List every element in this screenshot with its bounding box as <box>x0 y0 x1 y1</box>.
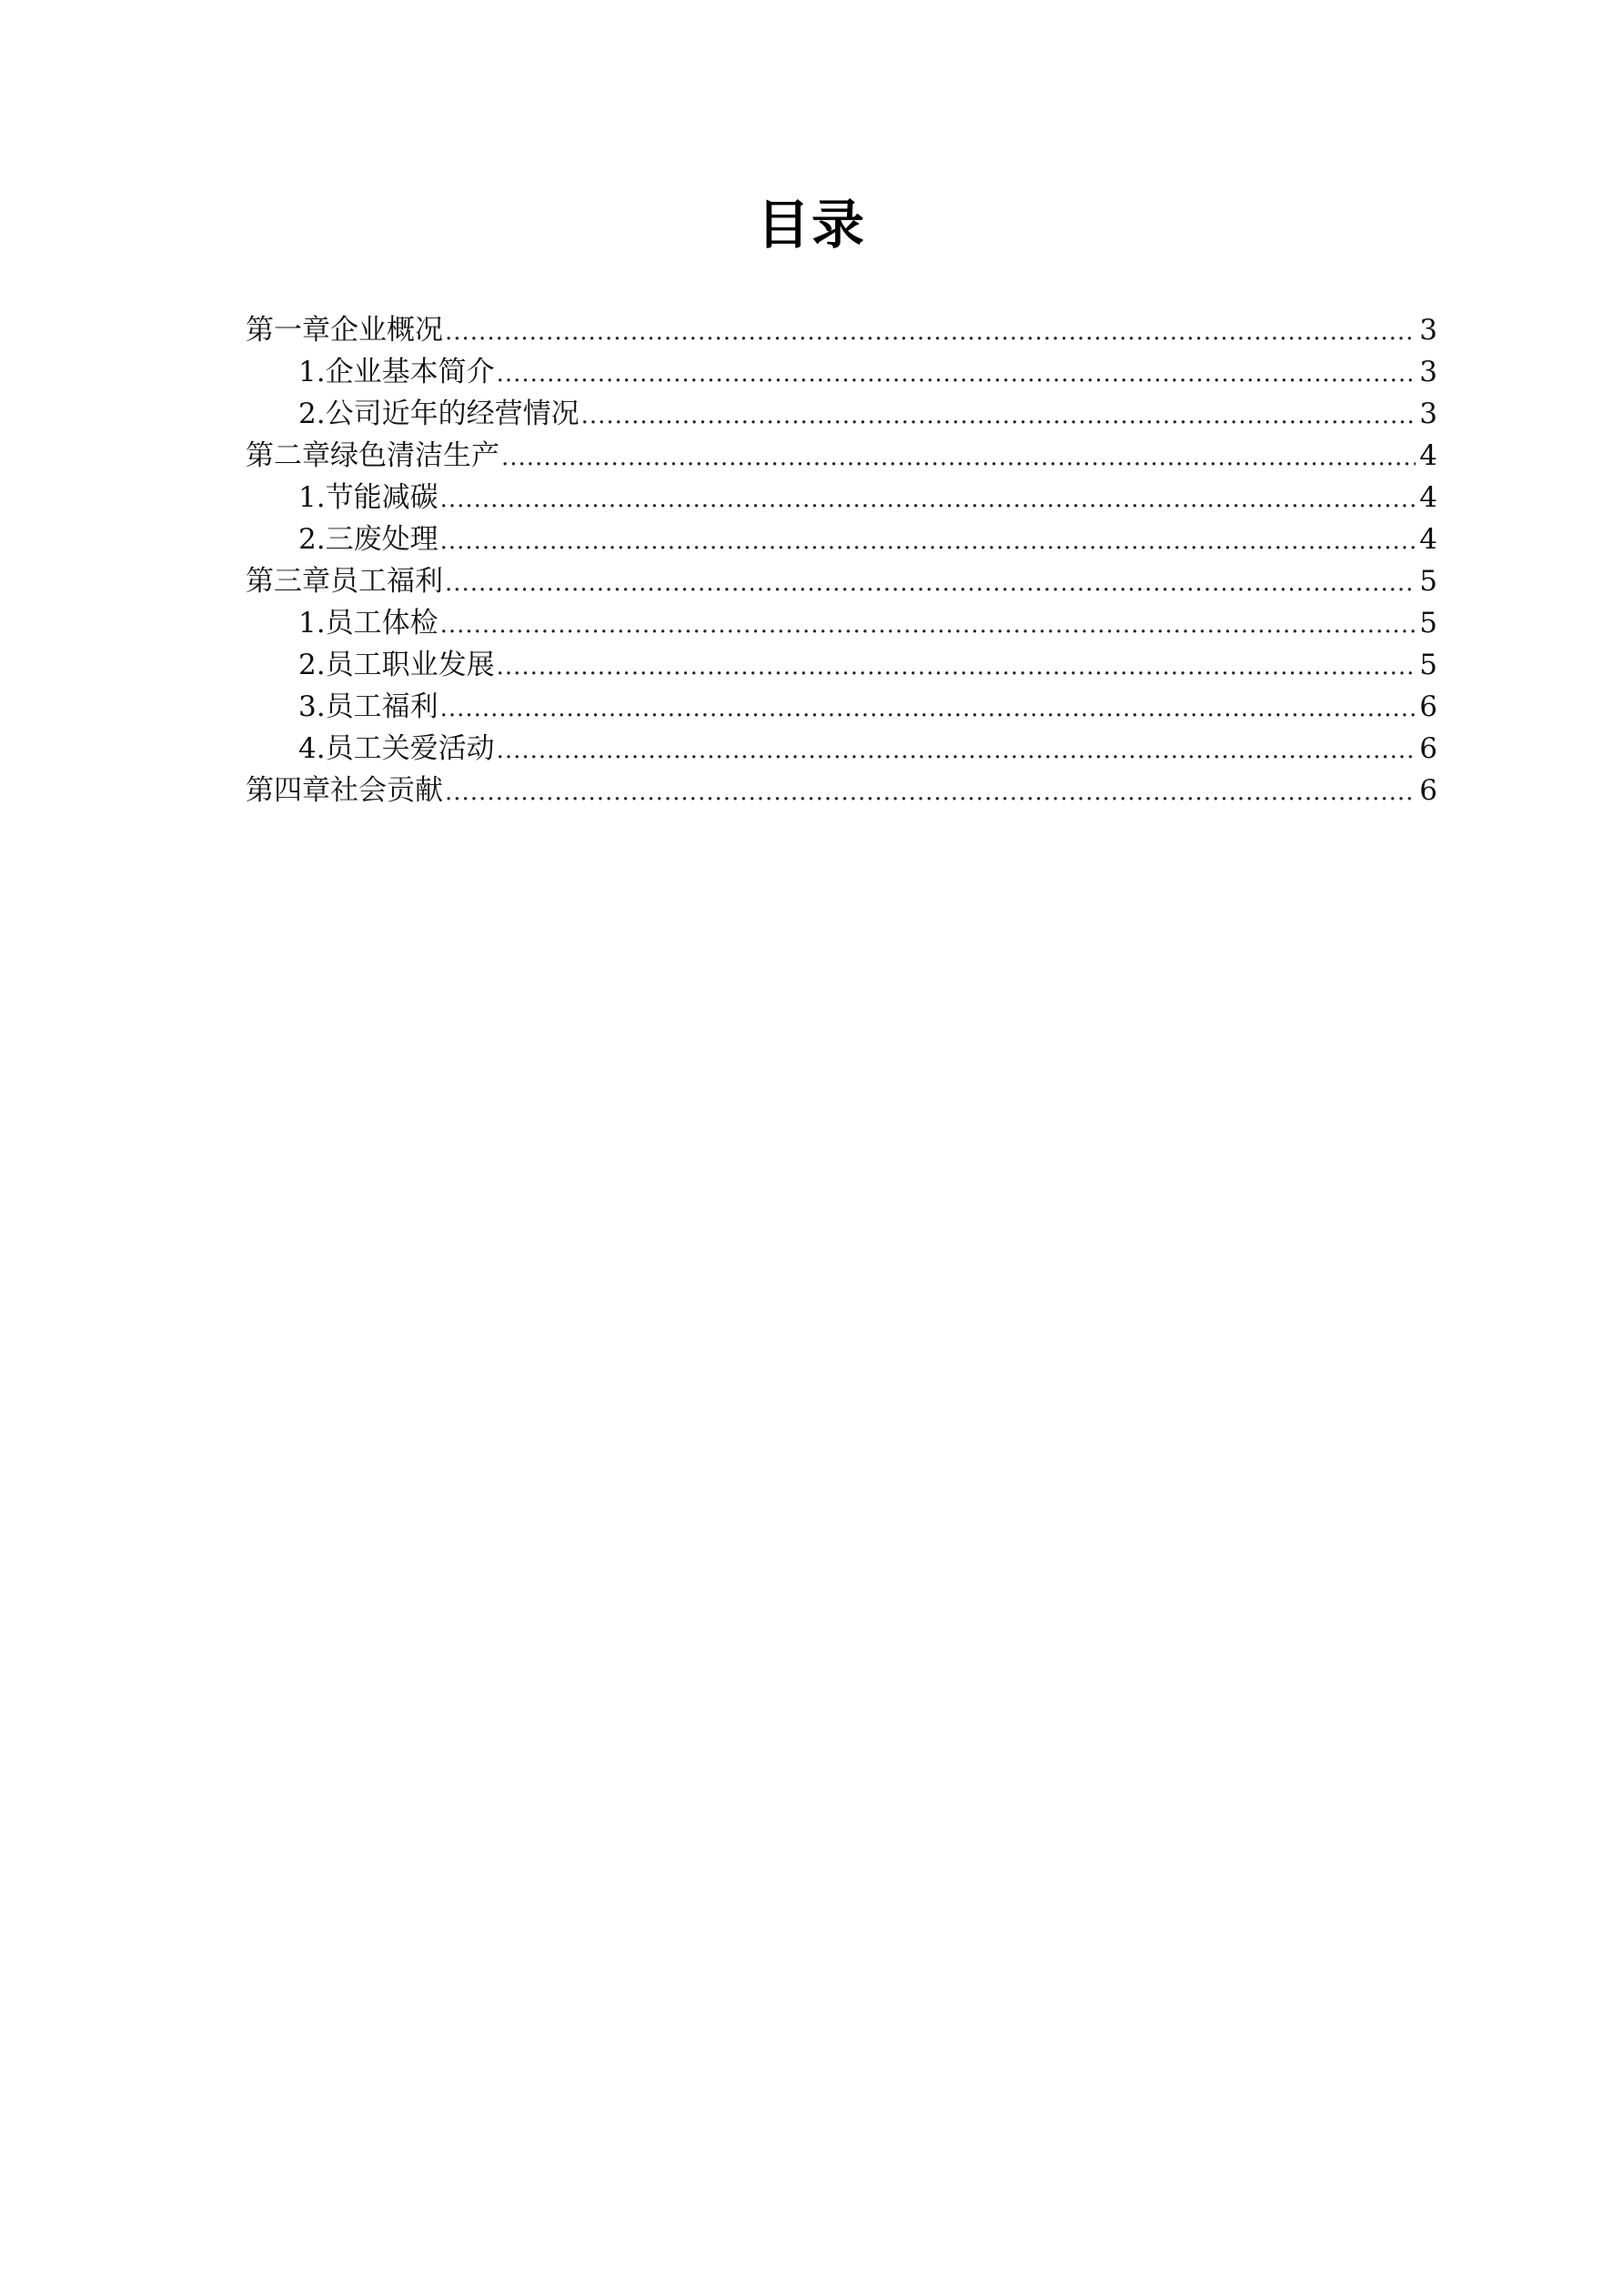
dot-leader <box>581 395 1416 437</box>
toc-entry-label: 1.企业基本简介 <box>298 356 495 388</box>
toc-page-number: 4 <box>1419 523 1437 556</box>
toc-entry-label: 4.员工关爱活动 <box>298 732 495 765</box>
dot-leader <box>497 353 1416 395</box>
toc-page-number: 6 <box>1419 690 1437 723</box>
toc-page-number: 4 <box>1419 481 1437 514</box>
toc-chapter-3[interactable] <box>246 560 1437 602</box>
toc-section-3-2[interactable] <box>246 644 1437 686</box>
toc-section-3-3[interactable] <box>246 686 1437 728</box>
toc-entry-label: 第四章社会贡献 <box>246 774 443 807</box>
toc-section-1-1[interactable] <box>246 351 1437 393</box>
dot-leader <box>497 646 1416 688</box>
toc-page-number: 5 <box>1419 607 1437 639</box>
toc-page-number: 5 <box>1419 565 1437 598</box>
dot-leader <box>445 562 1416 604</box>
toc-page-number: 6 <box>1419 732 1437 765</box>
toc-chapter-4[interactable] <box>246 770 1437 811</box>
toc-page-number: 6 <box>1419 774 1437 807</box>
toc-page-number: 5 <box>1419 649 1437 681</box>
dot-leader <box>440 478 1416 520</box>
toc-section-1-2[interactable] <box>246 393 1437 435</box>
toc-entry-label: 1.节能减碳 <box>298 481 439 514</box>
dot-leader <box>497 730 1416 771</box>
toc-entry-label: 1.员工体检 <box>298 607 439 639</box>
table-of-contents <box>246 309 1437 811</box>
dot-leader <box>445 771 1416 813</box>
toc-entry-label: 第二章绿色清洁生产 <box>246 439 499 472</box>
dot-leader <box>445 311 1416 353</box>
toc-section-3-1[interactable] <box>246 602 1437 644</box>
dot-leader <box>440 520 1416 562</box>
toc-entry-label: 第一章企业概况 <box>246 314 443 347</box>
toc-page-number: 4 <box>1419 439 1437 472</box>
toc-section-2-2[interactable] <box>246 519 1437 560</box>
toc-page-number: 3 <box>1419 356 1437 388</box>
toc-entry-label: 3.员工福利 <box>298 690 439 723</box>
toc-title: 目录 <box>756 194 866 256</box>
toc-entry-label: 2.公司近年的经营情况 <box>298 398 580 430</box>
toc-entry-label: 2.员工职业发展 <box>298 649 495 681</box>
dot-leader <box>440 604 1416 646</box>
toc-entry-label: 2.三废处理 <box>298 523 439 556</box>
toc-section-2-1[interactable] <box>246 477 1437 519</box>
toc-chapter-1[interactable] <box>246 309 1437 351</box>
toc-section-3-4[interactable] <box>246 728 1437 770</box>
toc-page-number: 3 <box>1419 314 1437 347</box>
dot-leader <box>501 437 1416 478</box>
toc-entry-label: 第三章员工福利 <box>246 565 443 598</box>
toc-page-number: 3 <box>1419 398 1437 430</box>
dot-leader <box>440 688 1416 730</box>
toc-chapter-2[interactable] <box>246 435 1437 477</box>
